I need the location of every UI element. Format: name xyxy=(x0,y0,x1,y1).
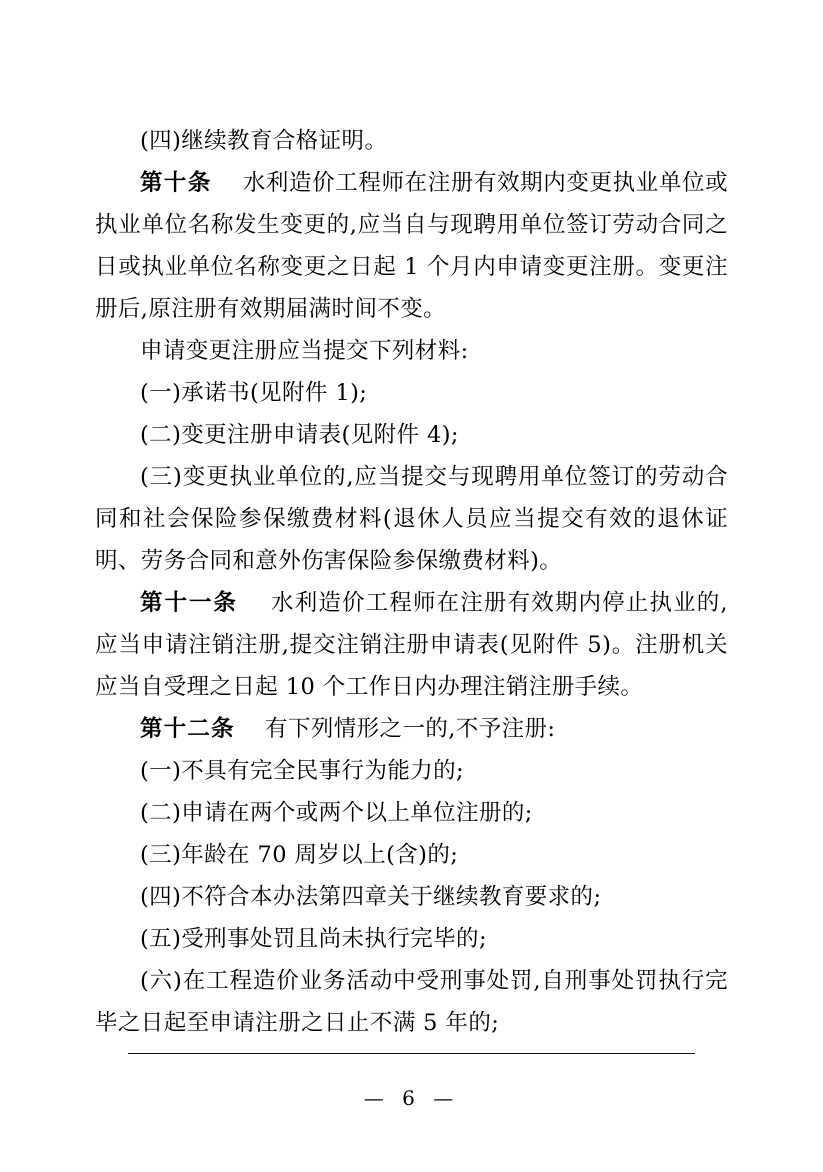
paragraph-text: (五)受刑事处罚且尚未执行完毕的; xyxy=(140,926,487,952)
paragraph-article-12 xyxy=(95,708,728,750)
paragraph-no-reg-item-1 xyxy=(95,750,728,792)
paragraph-text: (四)继续教育合格证明。 xyxy=(140,128,388,154)
paragraph-no-reg-item-5 xyxy=(95,918,728,960)
page-footer xyxy=(0,1086,823,1110)
paragraph-no-reg-item-3 xyxy=(95,834,728,876)
paragraph-text: (四)不符合本办法第四章关于继续教育要求的; xyxy=(140,884,602,910)
paragraph-text: (三)变更执业单位的,应当提交与现聘用单位签订的劳动合同和社会保险参保缴费材料(退休人员应当提交有效的退休证明、劳务合同和意外伤害保险参保缴费材料)。 xyxy=(95,464,728,574)
paragraph-text: (六)在工程造价业务活动中受刑事处罚,自刑事处罚执行完毕之日起至申请注册之日止不满 5 年的; xyxy=(95,968,728,1036)
paragraph-item-4-continuing-education xyxy=(95,120,728,162)
paragraph-change-registration-materials-lead xyxy=(95,330,728,372)
article-heading: 第十条 xyxy=(140,170,212,196)
paragraph-no-reg-item-2 xyxy=(95,792,728,834)
footer-divider xyxy=(128,1053,695,1054)
paragraph-text: (三)年龄在 70 周岁以上(含)的; xyxy=(140,842,459,868)
paragraph-text: 申请变更注册应当提交下列材料: xyxy=(140,338,469,364)
paragraph-text: 水利造价工程师在注册有效期内变更执业单位或执业单位名称发生变更的,应当自与现聘用单位签订劳动合同之日或执业单位名称变更之日起 1 个月内申请变更注册。变更注册后,原注册有效期届满时间不变。 xyxy=(95,170,728,322)
paragraph-no-reg-item-4 xyxy=(95,876,728,918)
paragraph-text: (二)变更注册申请表(见附件 4); xyxy=(140,422,459,448)
paragraph-article-11 xyxy=(95,582,728,708)
article-heading: 第十二条 xyxy=(140,716,235,742)
paragraph-text: 有下列情形之一的,不予注册: xyxy=(265,716,556,742)
document-body xyxy=(95,120,728,1044)
paragraph-no-reg-item-6 xyxy=(95,960,728,1044)
paragraph-text: (一)承诺书(见附件 1); xyxy=(140,380,368,406)
article-heading: 第十一条 xyxy=(140,590,238,616)
paragraph-change-item-2 xyxy=(95,414,728,456)
page-number: — 6 — xyxy=(363,1086,460,1110)
paragraph-change-item-3 xyxy=(95,456,728,582)
paragraph-text: (二)申请在两个或两个以上单位注册的; xyxy=(140,800,533,826)
paragraph-change-item-1 xyxy=(95,372,728,414)
paragraph-text: (一)不具有完全民事行为能力的; xyxy=(140,758,465,784)
paragraph-text: 水利造价工程师在注册有效期内停止执业的,应当申请注销注册,提交注销注册申请表(见附件 5)。注册机关应当自受理之日起 10 个工作日内办理注销注册手续。 xyxy=(95,590,728,700)
paragraph-article-10 xyxy=(95,162,728,330)
